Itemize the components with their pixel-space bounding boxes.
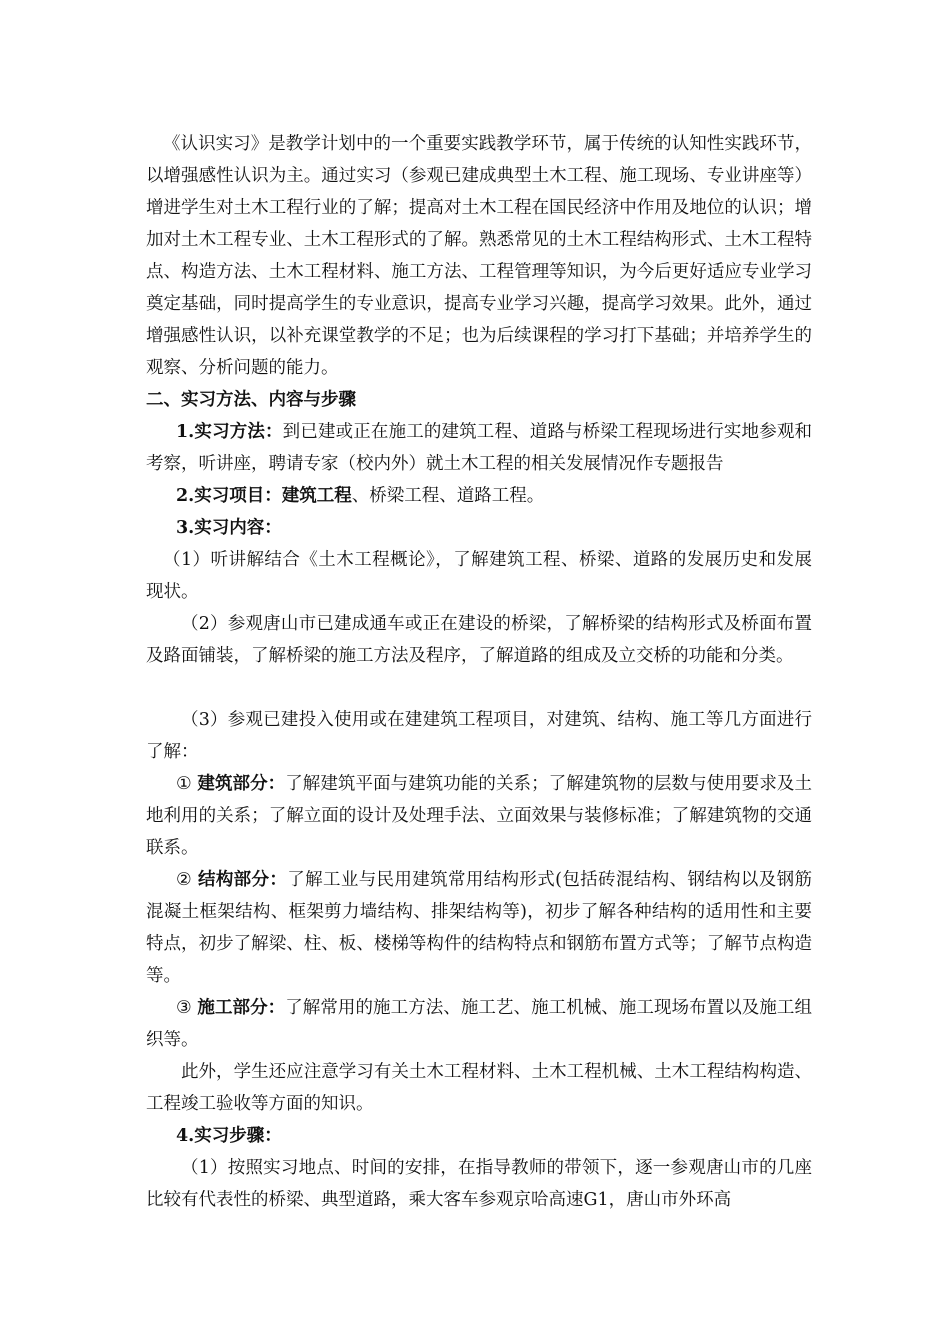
method-paragraph [146,416,812,480]
steps-heading: 4.实习步骤： [176,1126,282,1146]
construction-text: 了解常用的施工方法、施工艺、施工机械、施工现场布置以及施工组织等。 [146,998,812,1050]
content-item-3: （3）参观已建投入使用或在建建筑工程项目，对建筑、结构、施工等几方面进行了解： [146,710,812,762]
architecture-number: ① [176,774,192,794]
project-label: 2.实习项目： [176,486,282,506]
construction-paragraph [146,992,812,1056]
content-item-2: （2）参观唐山市已建成通车或正在建设的桥梁，了解桥梁的结构形式及桥面布置及路面铺装，了解桥梁的施工方法及程序，了解道路的组成及立交桥的功能和分类。 [146,614,812,666]
construction-label: 施工部分： [197,998,286,1018]
project-bold-item: 建筑工程 [281,486,352,506]
project-rest: 、桥梁工程、道路工程。 [351,486,545,506]
extra-paragraph: 此外，学生还应注意学习有关土木工程材料、土木工程机械、土木工程结构构造、工程竣工验收等方面的知识。 [146,1062,812,1114]
architecture-label: 建筑部分： [197,774,286,794]
structure-paragraph [146,864,812,992]
construction-number: ③ [176,998,192,1018]
project-paragraph [146,480,812,512]
section-heading: 二、实习方法、内容与步骤 [146,390,356,410]
architecture-paragraph [146,768,812,864]
intro-paragraph: 《认识实习》是教学计划中的一个重要实践教学环节，属于传统的认知性实践环节，以增强感性认识为主。通过实习（参观已建成典型土木工程、施工现场、专业讲座等）增进学生对土木工程行业的了解；提高对土木工程在国民经济中作用及地位的认识；增加对土木工程专业、土木工程形式的了解。熟悉常见的土木工程结构形式、土木工程特点、构造方法、土木工程材料、施工方法、工程管理等知识，为今后更好适应专业学习奠定基础，同时提高学生的专业意识，提高专业学习兴趣，提高学习效果。此外，通过增强感性认识，以补充课堂教学的不足；也为后续课程的学习打下基础；并培养学生的观察、分析问题的能力。 [146,134,812,378]
method-label: 1.实习方法： [176,422,283,442]
structure-label: 结构部分： [197,870,288,890]
architecture-text: 了解建筑平面与建筑功能的关系；了解建筑物的层数与使用要求及土地利用的关系；了解立面的设计及处理手法、立面效果与装修标准；了解建筑物的交通联系。 [146,774,812,858]
content-heading: 3.实习内容： [176,518,282,538]
structure-number: ② [176,870,193,890]
method-text: 到已建或正在施工的建筑工程、道路与桥梁工程现场进行实地参观和考察，听讲座，聘请专家（校内外）就土木工程的相关发展情况作专题报告 [146,422,812,474]
structure-text: 了解工业与民用建筑常用结构形式(包括砖混结构、钢结构以及钢筋混凝土框架结构、框架剪力墙结构、排架结构等)，初步了解各种结构的适用性和主要特点，初步了解梁、柱、板、楼梯等构件的结构特点和钢筋布置方式等；了解节点构造等。 [146,870,812,986]
content-item-1: （1）听讲解结合《土木工程概论》，了解建筑工程、桥梁、道路的发展历史和发展现状。 [146,550,812,602]
step-item-1: （1）按照实习地点、时间的安排，在指导教师的带领下，逐一参观唐山市的几座比较有代表性的桥梁、典型道路，乘大客车参观京哈高速G1，唐山市外环高 [146,1158,812,1210]
